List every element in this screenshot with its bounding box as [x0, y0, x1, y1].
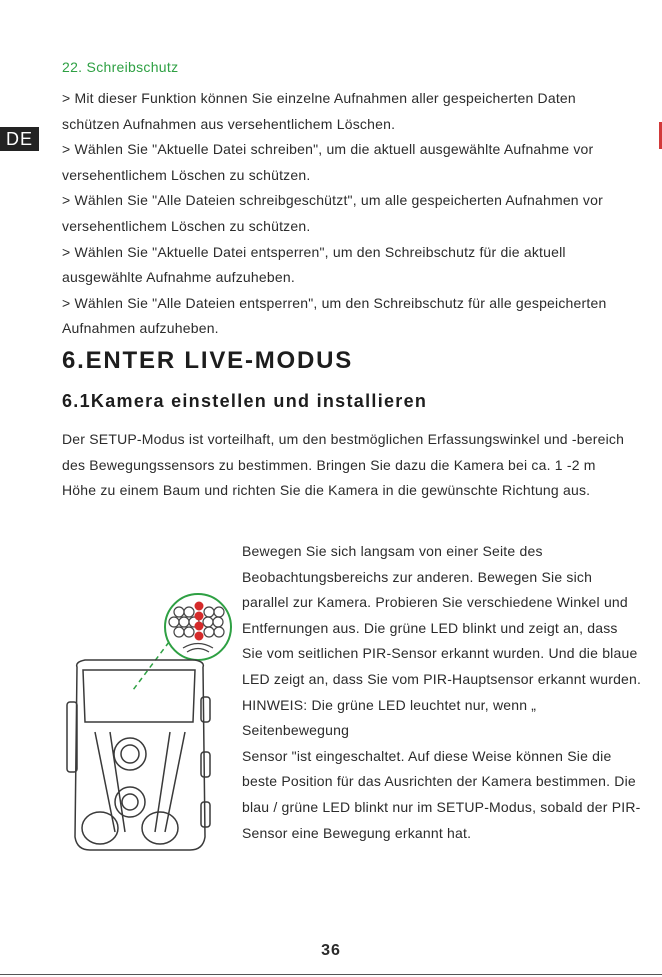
chapter-6-1-title: 6.1Kamera einstellen und installieren — [62, 391, 428, 411]
chapter-6-intro: Der SETUP-Modus ist vorteilhaft, um den bestmöglichen Erfassungswinkel und -bereich des Bewegungssensors zu bestimmen. Bringen Sie dazu die Kamera bei ca. 1 -2 m Höhe zu einem Baum und richten Sie die Kamera in die gewünschte Richtung aus. — [62, 431, 625, 499]
bottom-rule — [0, 974, 662, 975]
page-number: 36 — [321, 942, 341, 959]
chapter-6-title: 6.ENTER LIVE-MODUS — [62, 347, 354, 374]
camera-icon — [67, 660, 210, 850]
section-22-paragraph: > Mit dieser Funktion können Sie einzelne Aufnahmen aller gespeicherten Daten schützen Aufnahmen aus versehentlichem Löschen. > Wählen Sie "Aktuelle Datei schreiben", um die aktuell ausgewählte Aufnahme vor versehentlichem Löschen zu schützen. > Wählen Sie "Alle Dateien schreibgeschützt", um alle gespeicherten Aufnahmen vor versehentlichem Löschen zu schützen. > Wählen Sie "Aktuelle Datei entsperren", um den Schreibschutz für die aktuell ausgewählte Aufnahme aufzuheben. > Wählen Sie "Alle Dateien entsperren", um den Schreibschutz für alle gespeicherten Aufnahmen aufzuheben. — [62, 90, 607, 337]
setup-instructions: Bewegen Sie sich langsam von einer Seite des Beobachtungsbereichs zur anderen. Bewegen Sie sich parallel zur Kamera. Probieren Sie verschiedene Winkel und Entfernungen aus. Die grüne LED blinkt und zeigt an, dass Sie vom seitlichen PIR-Sensor erkannt wurden. Und die blaue LED zeigt an, dass Sie vom PIR-Hauptsensor erkannt wurden. HINWEIS: Die grüne LED leuchtet nur, wenn „ Seitenbewegung Sensor "ist eingeschaltet. Auf diese Weise können Sie die beste Position für das Ausrichten der Kamera bestimmen. Die blau / grüne LED blinkt nur im SETUP-Modus, sobald der PIR-Sensor eine Bewegung erkannt hat. — [242, 543, 642, 841]
led-panel-icon — [165, 594, 231, 660]
section-22-title: 22. Schreibschutz — [62, 59, 179, 75]
trail-camera-illustration — [55, 592, 235, 892]
language-tab: DE — [0, 127, 39, 151]
